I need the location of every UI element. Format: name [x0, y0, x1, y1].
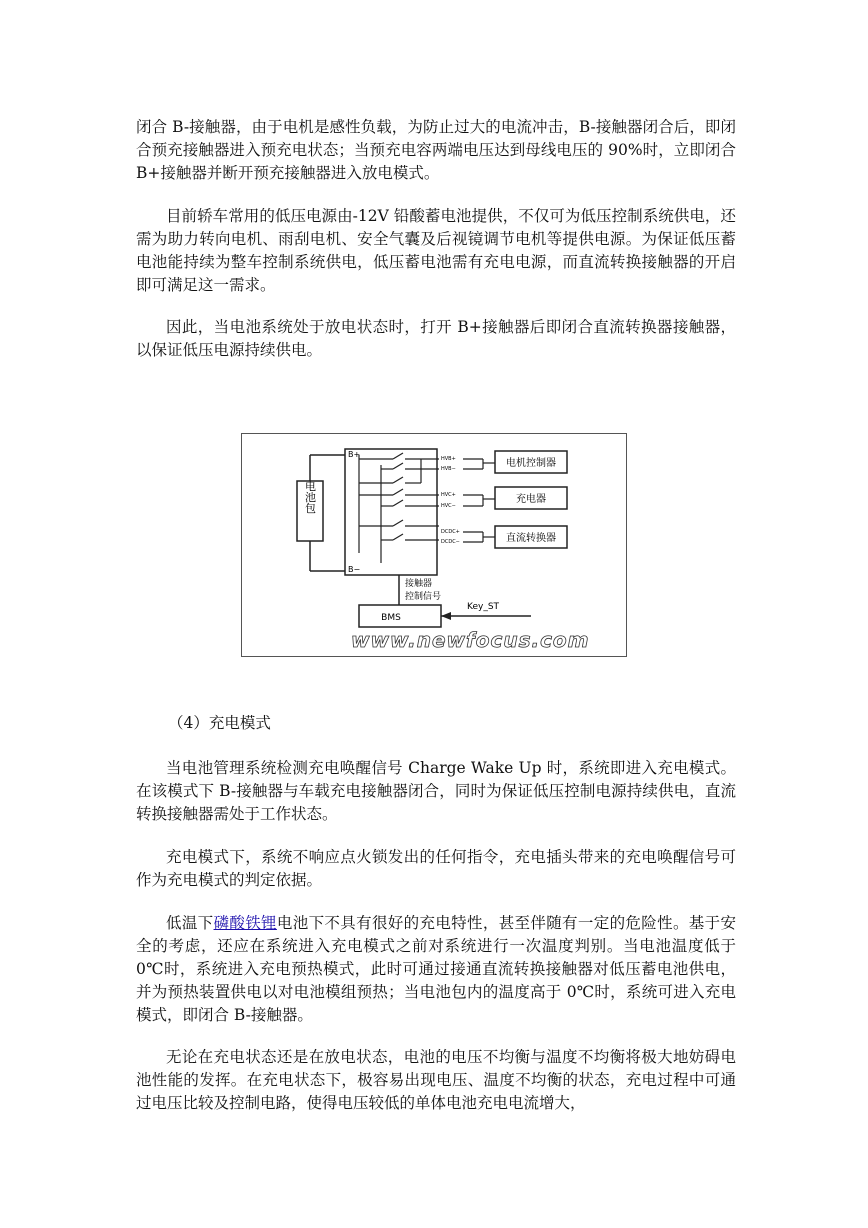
paragraph-5: 充电模式下，系统不响应点火锁发出的任何指令，充电插头带来的充电唤醒信号可作为充电模式的判定依据。 [136, 848, 736, 889]
terminal-dcdc-plus: DCDC+ [441, 529, 460, 535]
battery-pack-label: 电池包 [303, 480, 317, 514]
contactor-signal-label-1: 接触器 [405, 579, 433, 589]
terminal-hvc-plus: HVC+ [441, 492, 456, 498]
paragraph-2: 目前轿车常用的低压电源由-12V 铅酸蓄电池提供，不仅可为低压控制系统供电，还需为助力转向电机、雨刮电机、安全气囊及后视镜调节电机等提供电源。为保证低压蓄电池能持续为整车控制系统供电，低压蓄电池需有充电电源，而直流转换接触器的开启即可满足这一需求。 [136, 207, 736, 294]
bminus-label: B− [348, 565, 361, 574]
bms-label: BMS [381, 613, 401, 623]
paragraph-1: 闭合 B-接触器，由于电机是感性负载，为防止过大的电流冲击，B-接触器闭合后，即闭合预充接触器进入预充电状态；当预充电容两端电压达到母线电压的 90%时，立即闭合 B+接触器并断开预充接触器进入放电模式。 [136, 118, 736, 182]
paragraph-4: 当电池管理系统检测充电唤醒信号 Charge Wake Up 时，系统即进入充电模式。在该模式下 B-接触器与车载充电接触器闭合，同时为保证低压控制电源持续供电，直流转换接触器需处于工作状态。 [136, 759, 736, 823]
paragraph-6-text-before: 低温下 [166, 914, 214, 932]
paragraph-3: 因此，当电池系统处于放电状态时，打开 B+接触器后即闭合直流转换器接触器，以保证低压电源持续供电。 [136, 318, 736, 359]
terminal-hvc-minus: HVC− [441, 503, 456, 509]
contactor-circuit-diagram [241, 433, 627, 657]
terminal-hvb-minus: HVB− [441, 466, 456, 472]
watermark: www.newfocus.com [351, 628, 590, 652]
key-st-label: Key_ST [467, 602, 500, 612]
terminal-dcdc-minus: DCDC− [441, 539, 460, 545]
bplus-label: B+ [348, 450, 361, 459]
paragraph-7: 无论在充电状态还是在放电状态，电池的电压不均衡与温度不均衡将极大地妨碍电池性能的发挥。在充电状态下，极容易出现电压、温度不均衡的状态，充电过程中可通过电压比较及控制电路，使得电压较低的单体电池充电电流增大， [136, 1048, 736, 1112]
charger-label: 充电器 [516, 494, 546, 505]
contactor-signal-label-2: 控制信号 [405, 592, 442, 602]
paragraph-6 [136, 912, 736, 1027]
dc-converter-label: 直流转换器 [506, 533, 556, 544]
motor-controller-label: 电机控制器 [506, 458, 556, 469]
paragraph-6-text-after: 电池下不具有很好的充电特性，甚至伴随有一定的危险性。基于安全的考虑，还应在系统进入充电模式之前对系统进行一次温度判别。当电池温度低于 0℃时，系统进入充电预热模式，此时可通过接通直流转换接触器对低压蓄电池供电，并为预热装置供电以对电池模组预热；当电池包内的温度高于 0℃时，系统可进入充电模式，即闭合 B-接触器。 [136, 914, 736, 1024]
terminal-hvb-plus: HVB+ [441, 456, 456, 462]
lithium-iron-phosphate-link[interactable]: 磷酸铁锂 [213, 914, 277, 932]
section-heading-charging-mode: （4）充电模式 [168, 714, 271, 732]
